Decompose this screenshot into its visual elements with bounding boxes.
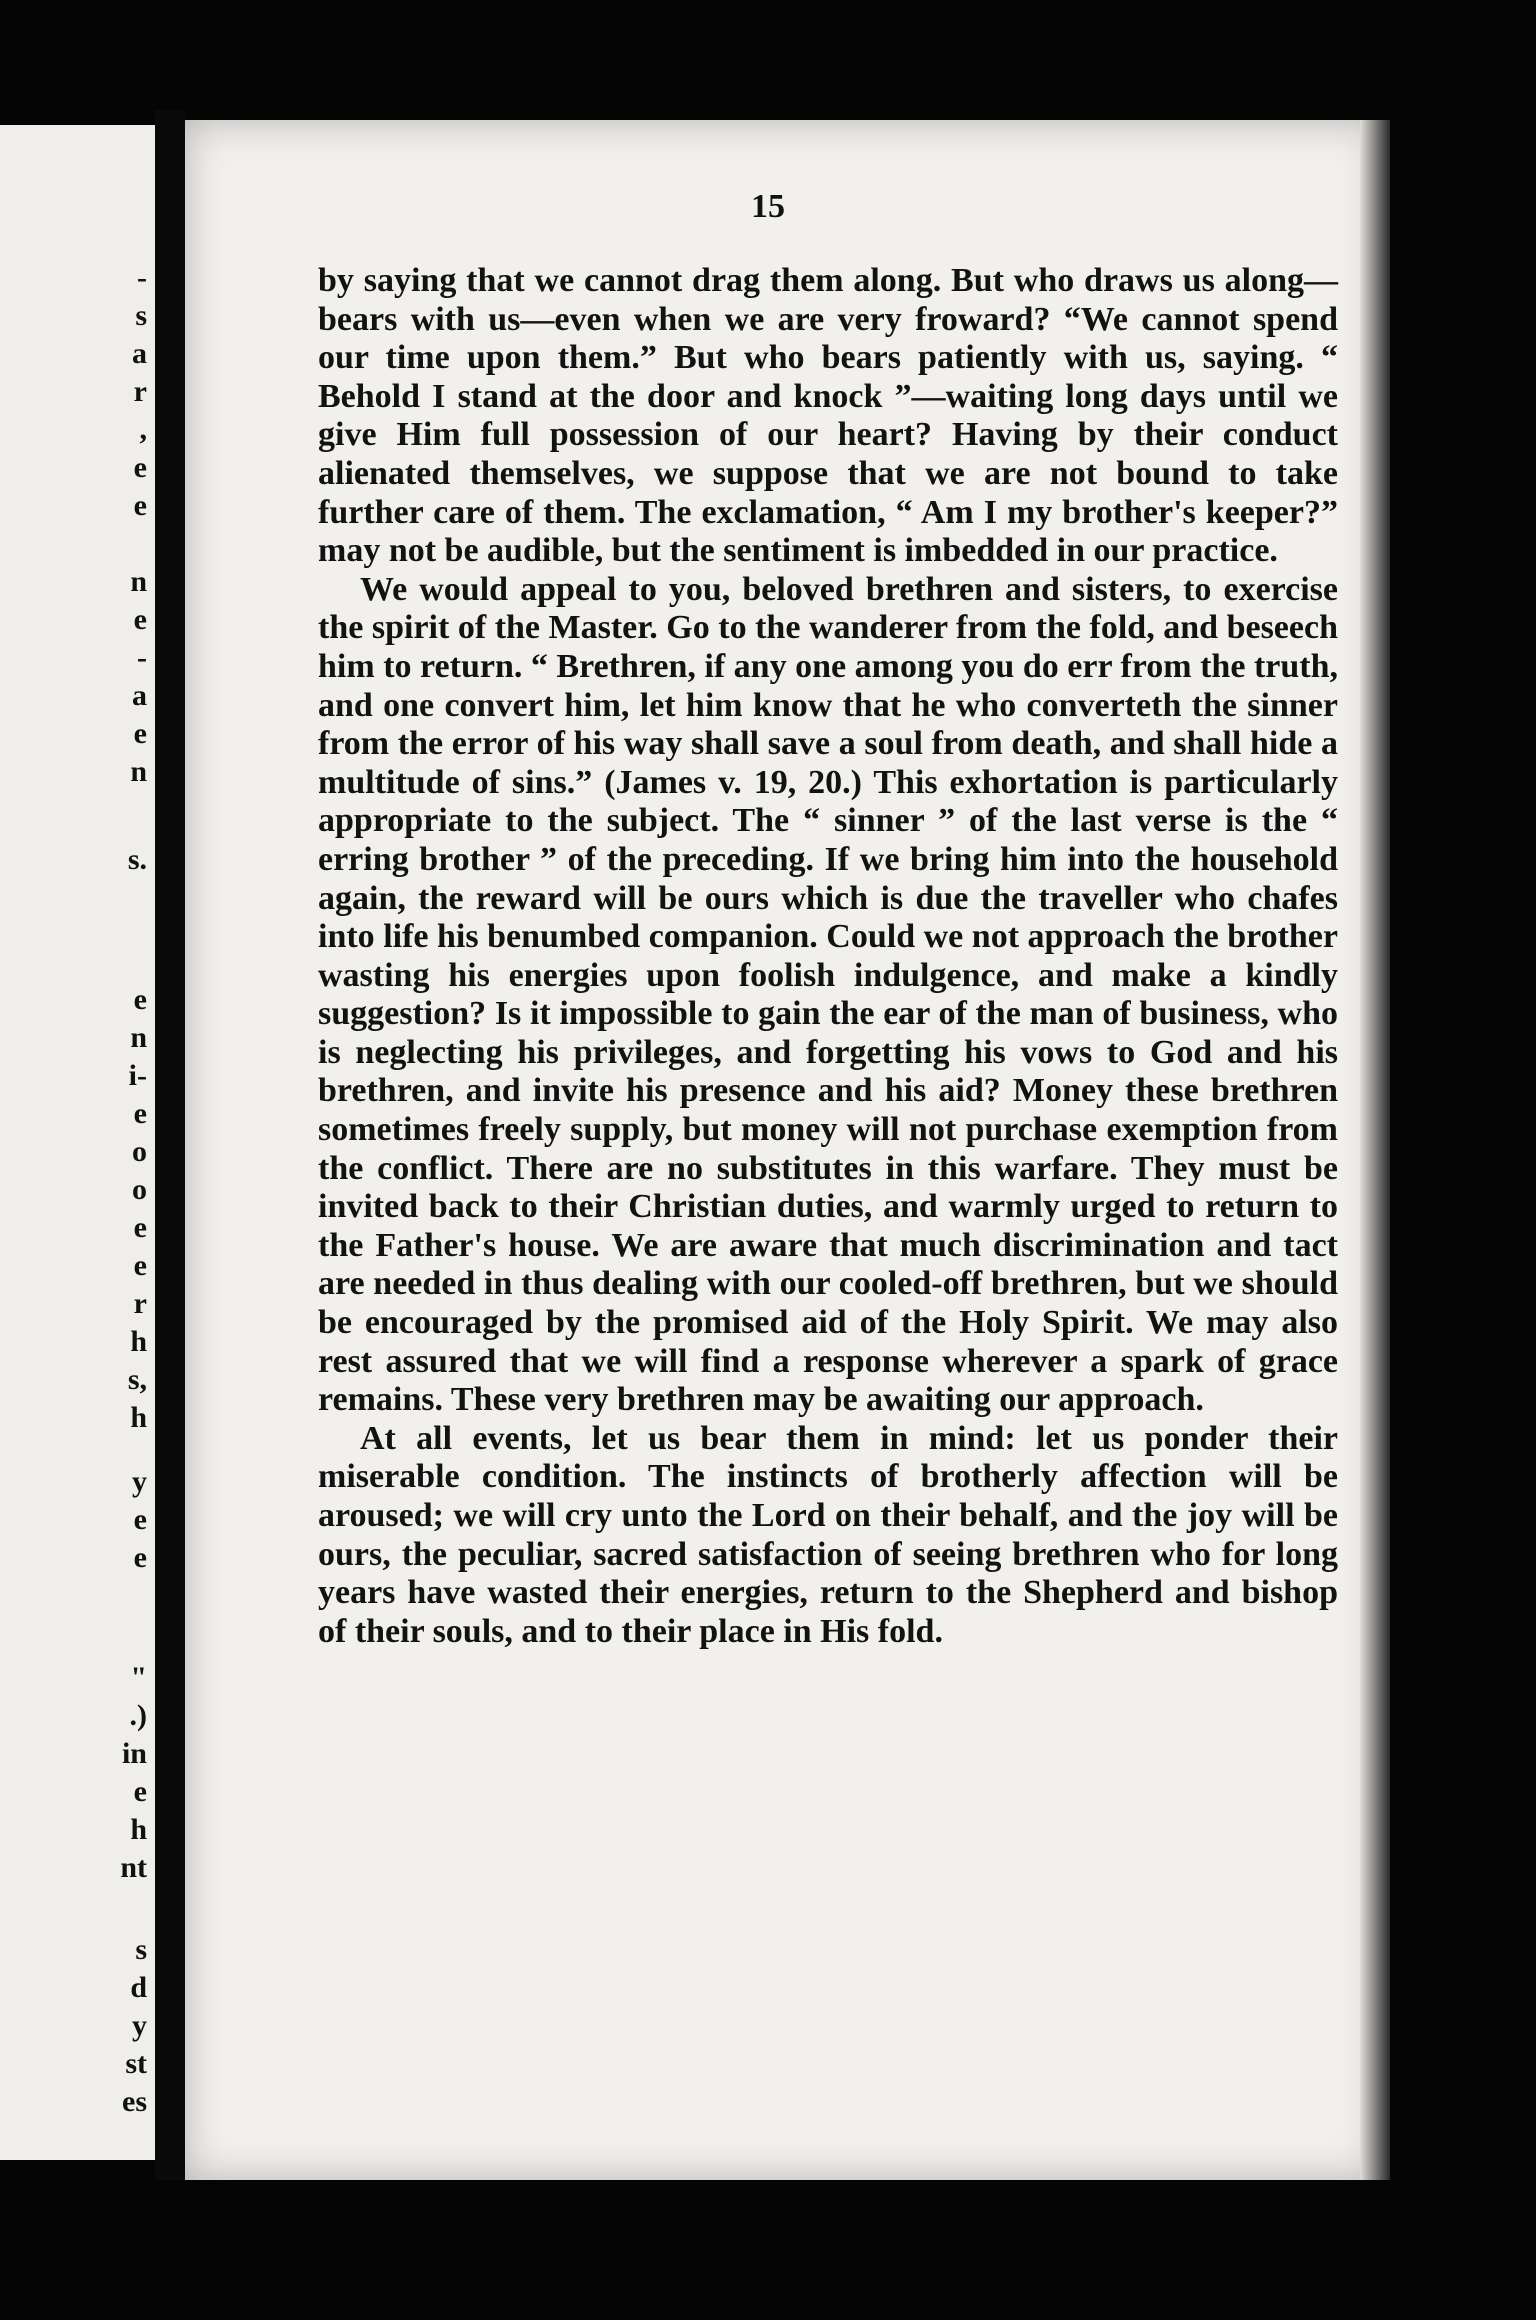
- margin-fragment: st: [125, 2047, 147, 2080]
- margin-fragment: n: [130, 565, 147, 598]
- margin-fragment: e: [133, 1541, 147, 1574]
- page-gutter: [155, 110, 185, 2180]
- margin-fragment: e: [133, 603, 147, 636]
- margin-fragment: i-: [128, 1059, 147, 1092]
- margin-fragment: h: [130, 1401, 147, 1434]
- previous-page-margin: [0, 125, 155, 2160]
- margin-fragment: ,: [139, 413, 147, 446]
- paragraph: by saying that we cannot drag them along. But who draws us along—bears with us—even when we are very froward? “We cannot spend our time upon them.” But who bears patiently with us, saying. “ Behold I stand at the door and knock ”—waiting long days until we give Him full possession of our heart? Having by their conduct alienated themselves, we suppose that we are not bound to take further care of them. The exclamation, “ Am I my brother's keeper?” may not be audible, but the sentiment is imbedded in our practice.: [318, 262, 1338, 570]
- margin-fragment: -: [137, 641, 147, 674]
- margin-fragment: ": [130, 1661, 147, 1694]
- margin-fragment: h: [130, 1325, 147, 1358]
- margin-fragment: n: [130, 755, 147, 788]
- margin-fragment: es: [122, 2085, 147, 2118]
- margin-fragment: e: [133, 1775, 147, 1808]
- margin-fragment: e: [133, 1097, 147, 1130]
- margin-fragment: nt: [120, 1851, 147, 1884]
- margin-fragment: a: [132, 337, 147, 370]
- margin-fragment: e: [133, 489, 147, 522]
- margin-fragment: r: [133, 1287, 147, 1320]
- margin-fragment: e: [133, 1211, 147, 1244]
- margin-fragment: s.: [127, 843, 147, 876]
- margin-fragment: e: [133, 451, 147, 484]
- margin-fragment: h: [130, 1813, 147, 1846]
- margin-fragment: d: [130, 1971, 147, 2004]
- margin-fragment: .): [129, 1699, 147, 1732]
- margin-fragment: r: [133, 375, 147, 408]
- paragraph: At all events, let us bear them in mind: let us ponder their miserable condition. The instincts of brotherly affection will be aroused; we will cry unto the Lord on their behalf, and the joy will be ours, the peculiar, sacred satisfaction of seeing brethren who for long years have wasted their energies, return to the Shepherd and bishop of their souls, and to their place in His fold.: [318, 1419, 1338, 1650]
- margin-fragment: a: [132, 679, 147, 712]
- margin-fragment: o: [132, 1135, 147, 1168]
- margin-fragment: -: [137, 261, 147, 294]
- margin-fragment: s: [135, 1933, 147, 1966]
- margin-fragment: n: [130, 1021, 147, 1054]
- body-text: [318, 262, 1338, 1651]
- margin-fragment: y: [132, 1465, 147, 1498]
- margin-fragment: e: [133, 1503, 147, 1536]
- margin-fragment: e: [133, 1249, 147, 1282]
- page-edge-shadow: [1360, 120, 1390, 2180]
- margin-fragment: o: [132, 1173, 147, 1206]
- margin-fragment: e: [133, 983, 147, 1016]
- margin-fragment: s,: [127, 1363, 147, 1396]
- page-number: 15: [751, 188, 785, 225]
- margin-fragment: y: [132, 2009, 147, 2042]
- margin-fragment: in: [121, 1737, 147, 1770]
- margin-fragment: e: [133, 717, 147, 750]
- paragraph: We would appeal to you, beloved brethren and sisters, to exercise the spirit of the Master. Go to the wanderer from the fold, and beseech him to return. “ Brethren, if any one among you do err from the truth, and one convert him, let him know that he who converteth the sinner from the error of his way shall save a soul from death, and shall hide a multitude of sins.” (James v. 19, 20.) This exhortation is particularly appropriate to the subject. The “ sinner ” of the last verse is the “ erring brother ” of the preceding. If we bring him into the household again, the reward will be ours which is due the traveller who chafes into life his benumbed companion. Could we not approach the brother wasting his energies upon foolish indulgence, and make a kindly suggestion? Is it impossible to gain the ear of the man of business, who is neglecting his privileges, and forgetting his vows to God and his brethren, and invite his presence and his aid? Money these brethren sometimes freely supply, but money will not purchase exemption from the conflict. There are no substitutes in this warfare. They must be invited back to their Christian duties, and warmly urged to return to the Father's house. We are aware that much discrimination and tact are needed in thus dealing with our cooled-off brethren, but we should be encouraged by the promised aid of the Holy Spirit. We may also rest assured that we will find a response wherever a spark of grace remains. These very brethren may be awaiting our approach.: [318, 570, 1338, 1419]
- margin-fragment: s: [135, 299, 147, 332]
